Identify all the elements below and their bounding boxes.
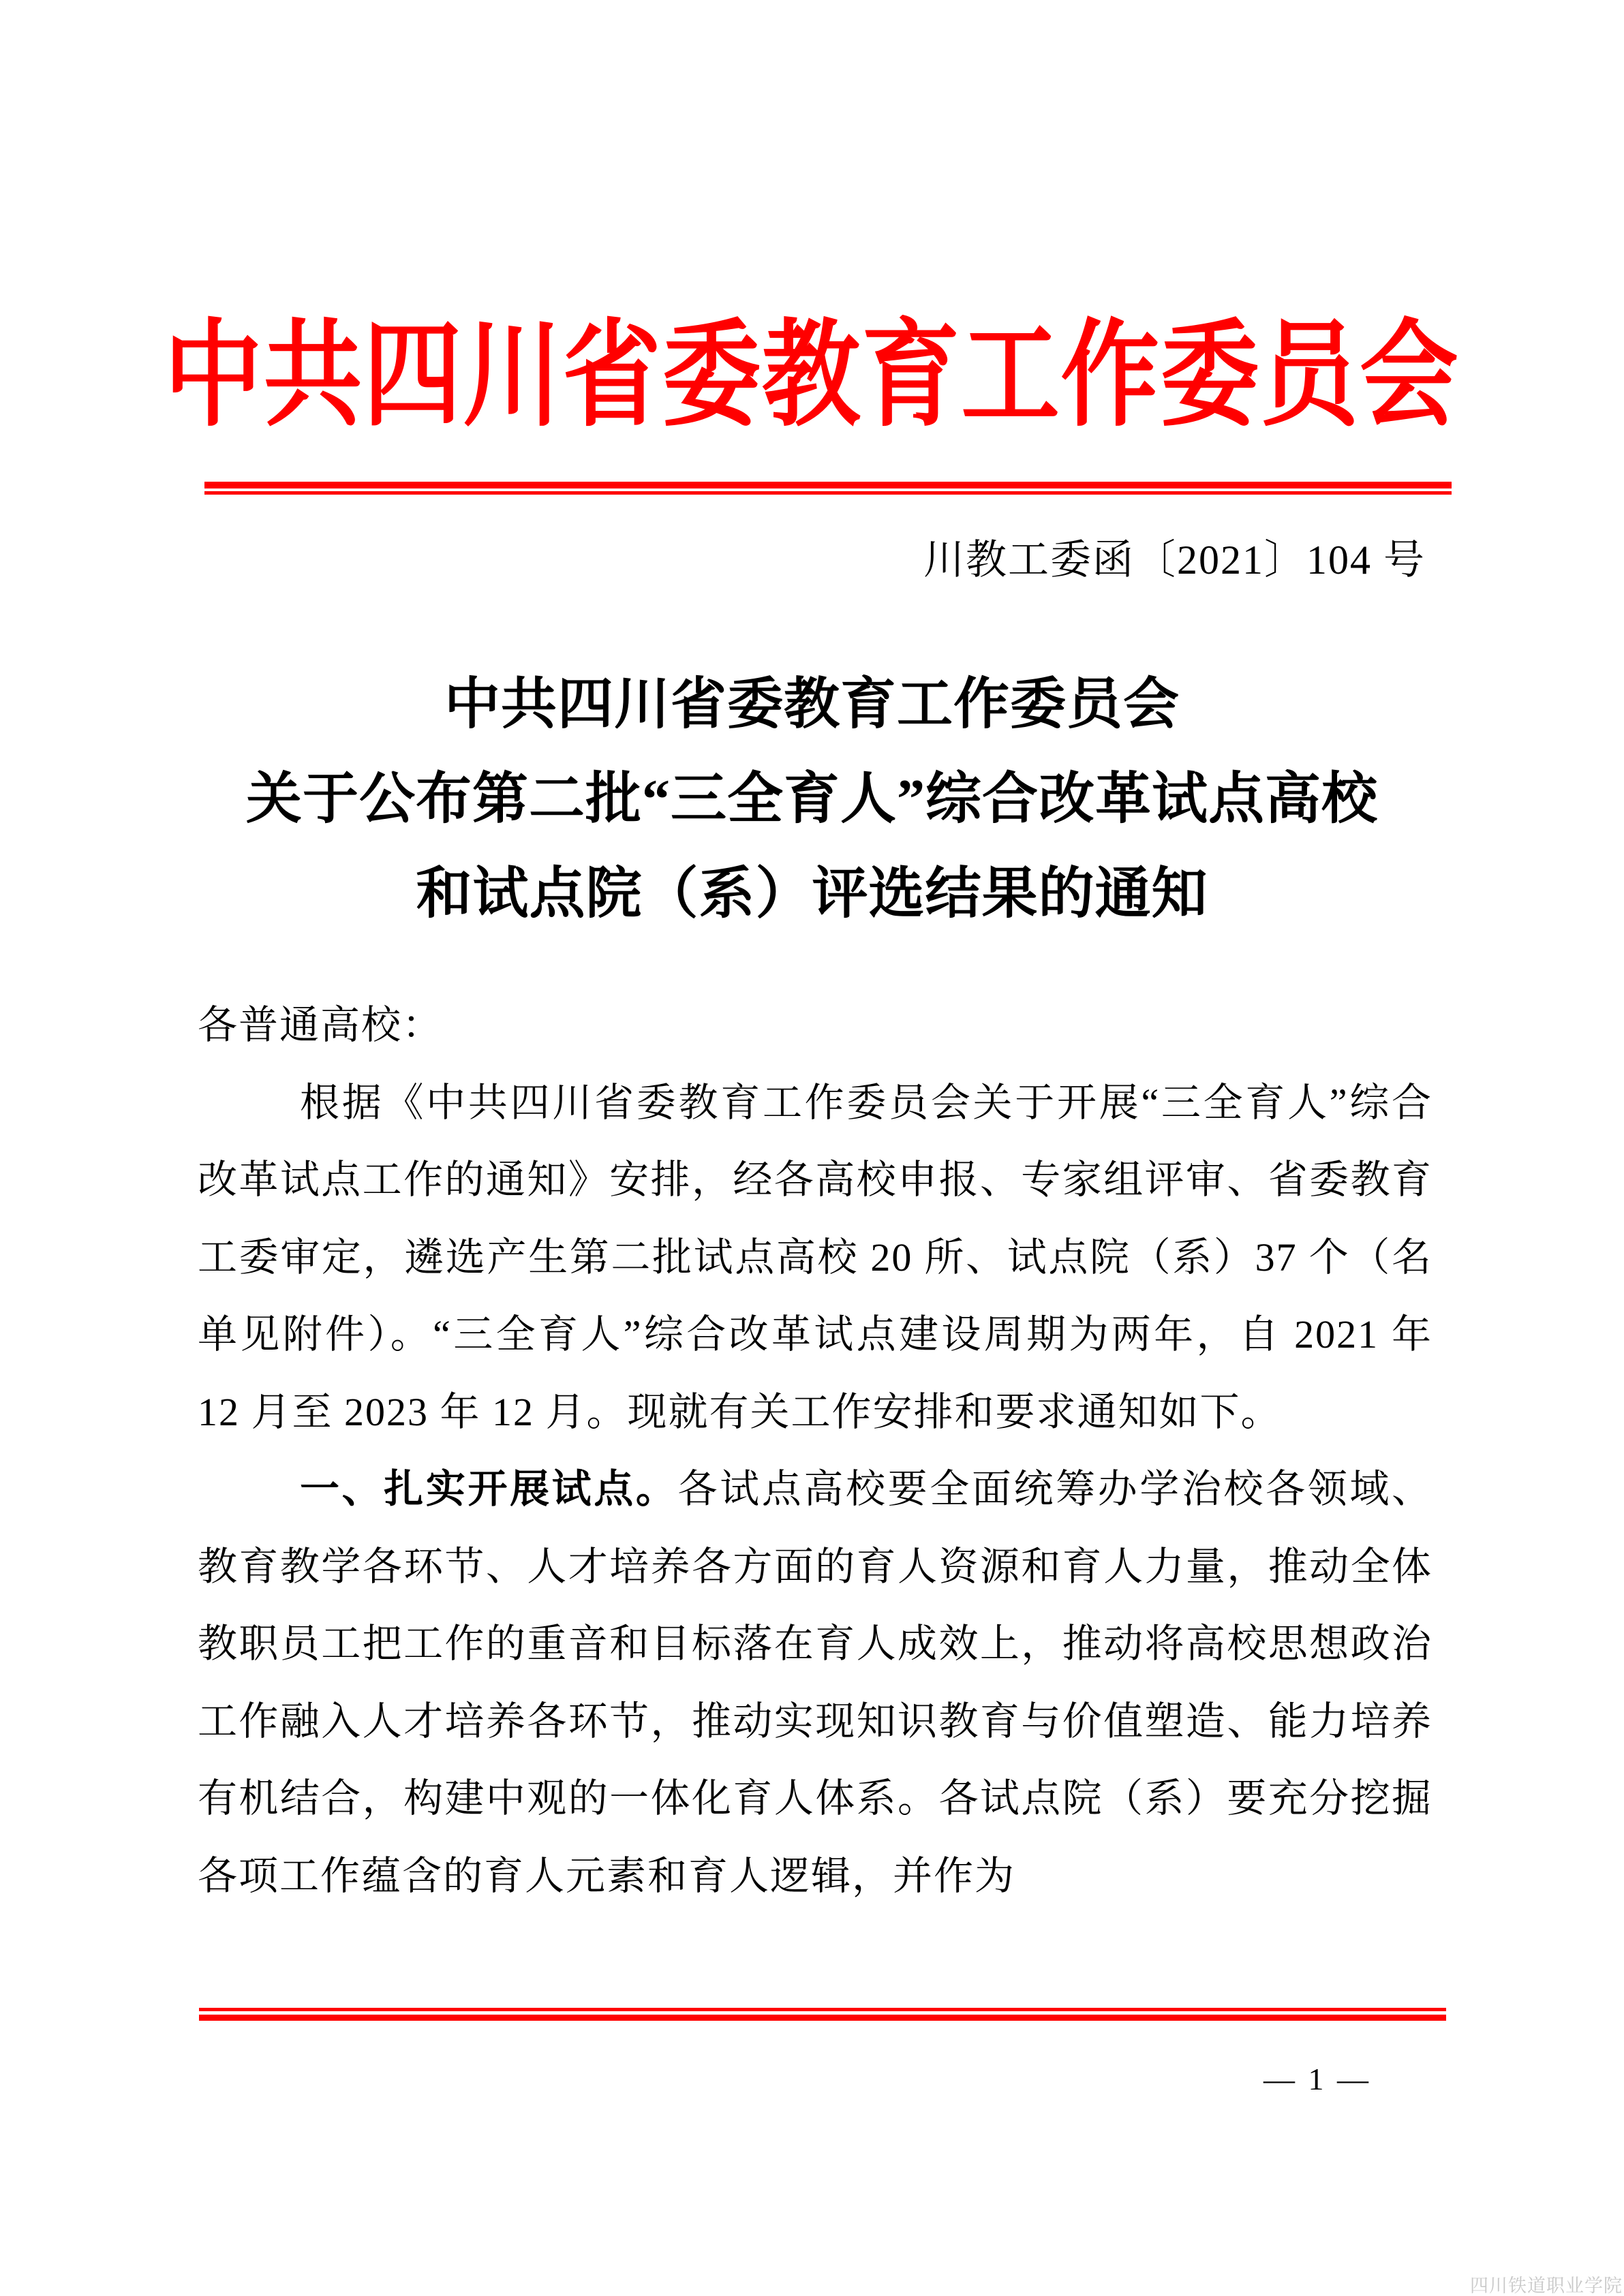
- rule-thin: [204, 491, 1452, 495]
- document-title: [0, 657, 1624, 941]
- red-double-rule-top: [204, 482, 1452, 495]
- red-double-rule-bottom: [199, 2008, 1446, 2021]
- document-body: [198, 987, 1433, 1914]
- paragraph-1-text: 根据《中共四川省委教育工作委员会关于开展“三全育人”综合改革试点工作的通知》安排，经各高校申报、专家组评审、省委教育工委审定，遴选产生第二批试点高校 20 所、试点院（系）37 个（名单见附件）。“三全育人”综合改革试点建设周期为两年，自 2021 年 12 月至 2023 年 12 月。现就有关工作安排和要求通知如下。: [198, 1080, 1433, 1434]
- rule-thick: [199, 2015, 1446, 2021]
- document-number: 川教工委函〔2021〕104 号: [923, 538, 1426, 583]
- letterhead: [0, 308, 1624, 444]
- paragraph-2: [198, 1450, 1433, 1914]
- rule-thick: [204, 482, 1452, 488]
- document-title-line-1: 中共四川省委教育工作委员会: [444, 673, 1180, 735]
- paragraph-2-text: 各试点高校要全面统筹办学治校各领域、教育教学各环节、人才培养各方面的育人资源和育人力量，推动全体教职员工把工作的重音和目标落在育人成效上，推动将高校思想政治工作融入人才培养各环节，推动实现知识教育与价值塑造、能力培养有机结合，构建中观的一体化育人体系。各试点院（系）要充分挖掘各项工作蕴含的育人元素和育人逻辑，并作为: [198, 1467, 1433, 1898]
- document-title-line-3: 和试点院（系）评选结果的通知: [416, 863, 1208, 925]
- letterhead-title: 中共四川省委教育工作委员会: [164, 312, 1460, 440]
- page-number: — 1 —: [1263, 2062, 1371, 2096]
- salutation: 各普通高校：: [198, 1003, 444, 1047]
- paragraph-2-lead: 一、扎实开展试点。: [300, 1467, 678, 1511]
- document-title-line-2: 关于公布第二批“三全育人”综合改革试点高校: [245, 768, 1378, 830]
- watermark: 四川铁道职业学院: [1470, 2276, 1623, 2296]
- paragraph-1: [198, 1064, 1433, 1451]
